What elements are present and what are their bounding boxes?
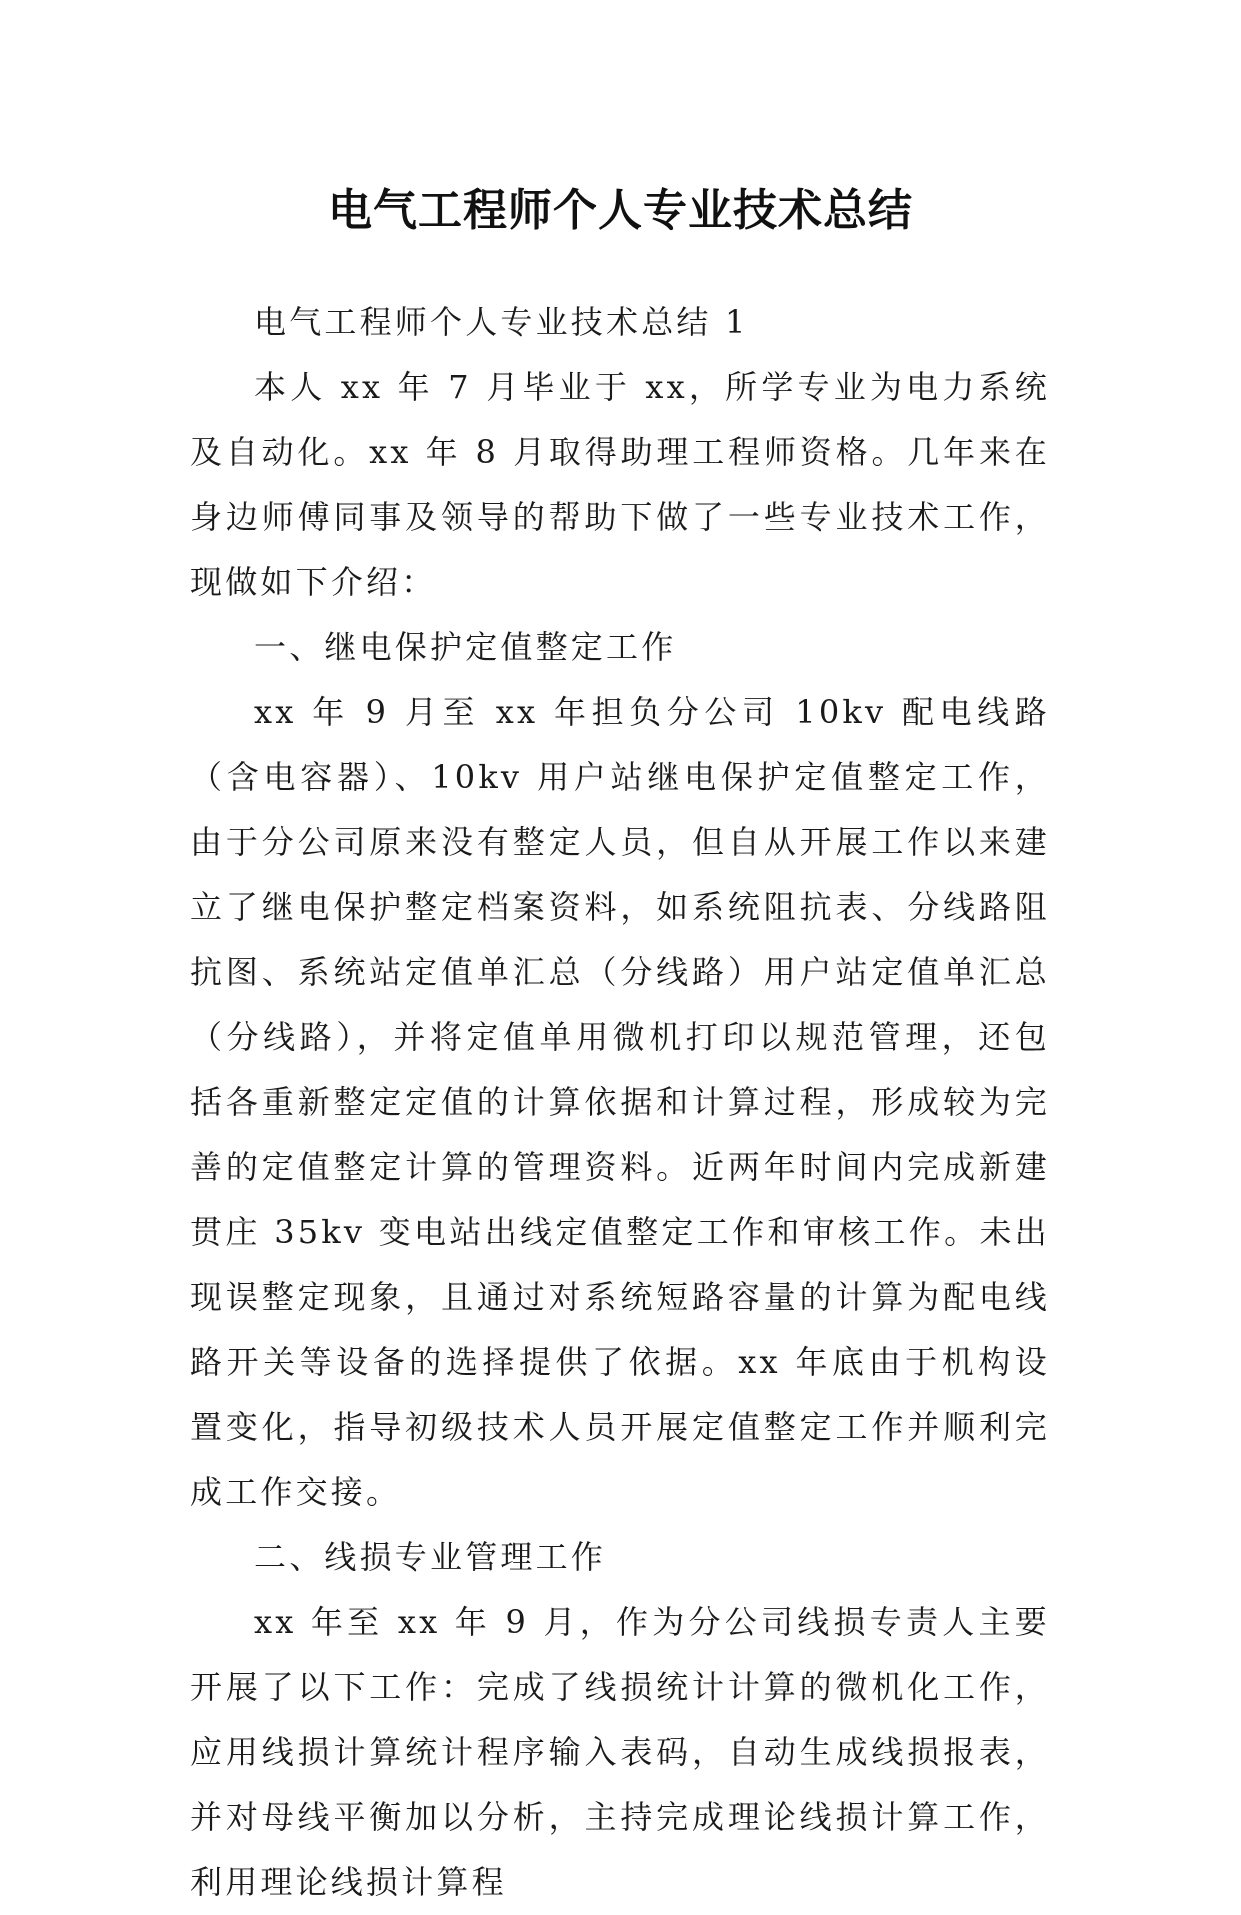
body-paragraph: 本人 xx 年 7 月毕业于 xx，所学专业为电力系统及自动化。xx 年 8 月取得助理工程师资格。几年来在身边师傅同事及领导的帮助下做了一些专业技术工作，现做如下介绍： (190, 368, 1050, 601)
document-title: 电气工程师个人专业技术总结 (328, 185, 913, 237)
body-paragraph: xx 年至 xx 年 9 月，作为分公司线损专责人主要开展了以下工作：完成了线损统计计算的微机化工作，应用线损计算统计程序输入表码，自动生成线损报表，并对母线平衡加以分析，主持完成理论线损计算工作，利用理论线损计算程 (190, 1603, 1050, 1901)
section-heading: 二、线损专业管理工作 (254, 1538, 607, 1576)
section-heading: 一、继电保护定值整定工作 (254, 628, 677, 666)
body-paragraph: xx 年 9 月至 xx 年担负分公司 10kv 配电线路（含电容器）、10kv 用户站继电保护定值整定工作，由于分公司原来没有整定人员，但自从开展工作以来建立了继电保护整定档案资料，如系统阻抗表、分线路阻抗图、系统站定值单汇总（分线路）用户站定值单汇总（分线路），并将定值单用微机打印以规范管理，还包括各重新整定定值的计算依据和计算过程，形成较为完善的定值整定计算的管理资料。近两年时间内完成新建贯庄 35kv 变电站出线定值整定工作和审核工作。未出现误整定现象，且通过对系统短路容量的计算为配电线路开关等设备的选择提供了依据。xx 年底由于机构设置变化，指导初级技术人员开展定值整定工作并顺利完成工作交接。 (190, 693, 1050, 1511)
document-body (190, 290, 1050, 1915)
section-heading: 电气工程师个人专业技术总结 1 (254, 303, 749, 341)
